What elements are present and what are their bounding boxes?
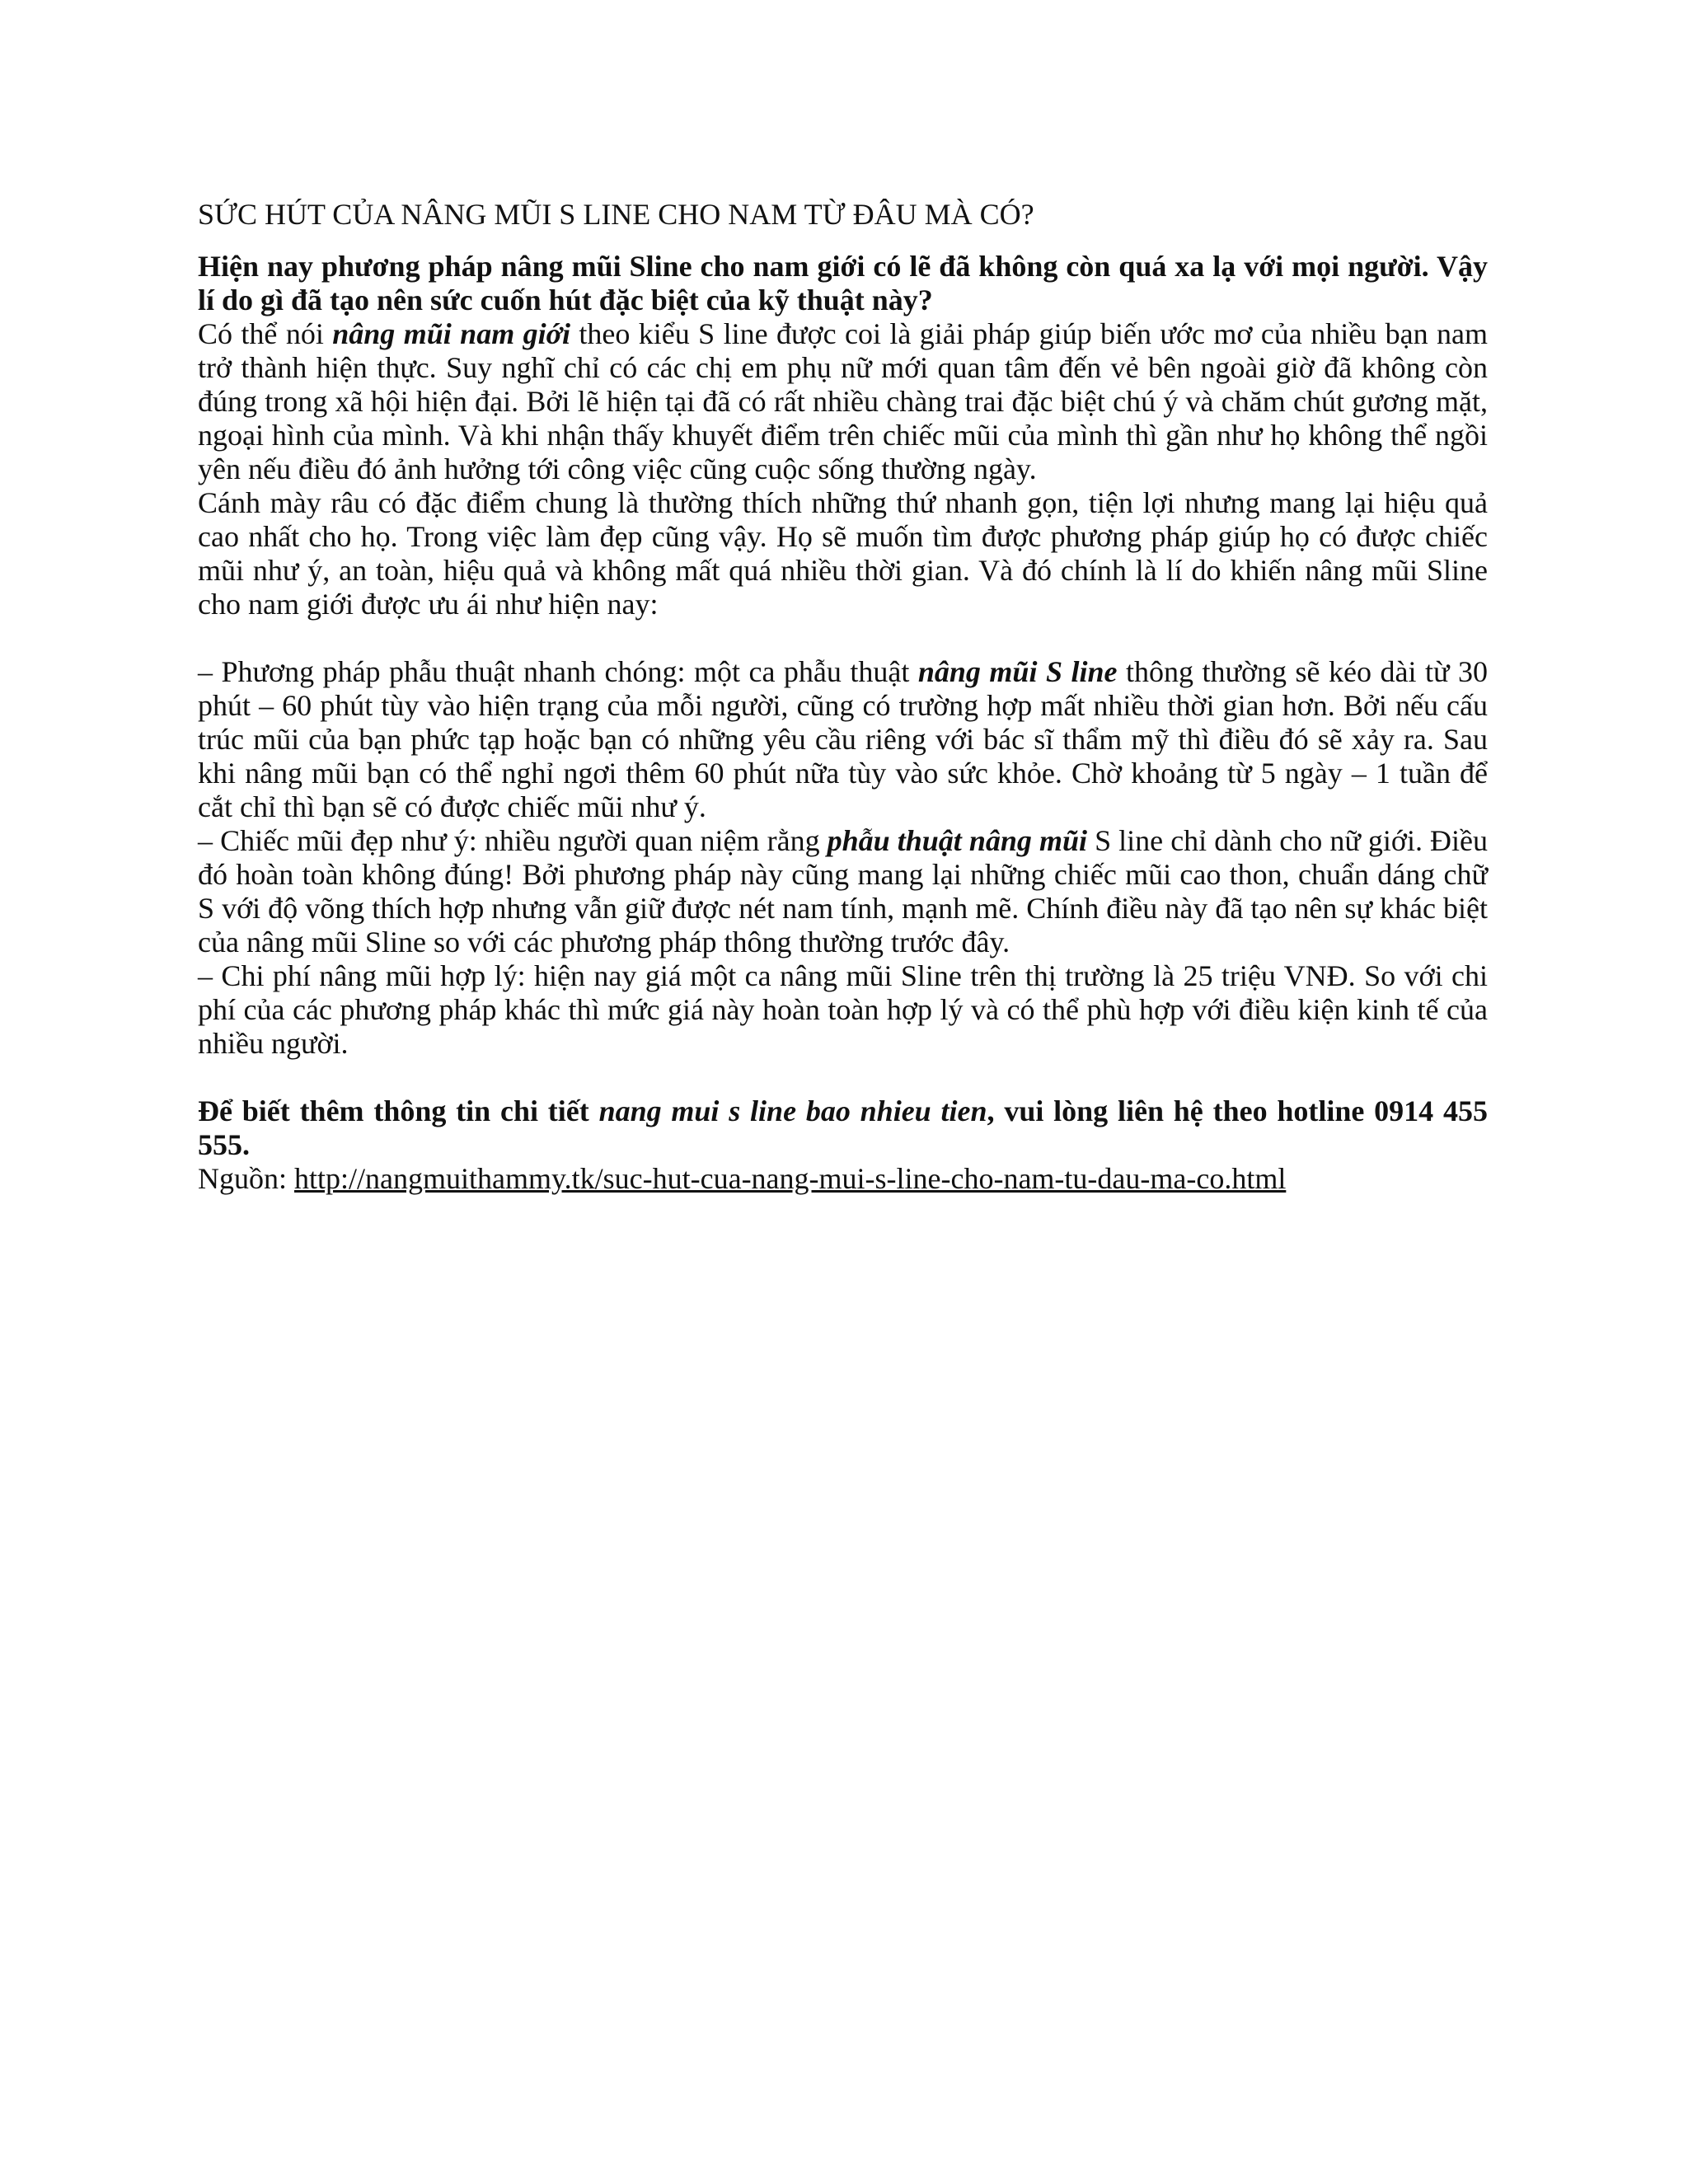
- bullet-reasonable-cost: – Chi phí nâng mũi hợp lý: hiện nay giá một ca nâng mũi Sline trên thị trường là 25 triệu VNĐ. So với chi phí của các phương pháp khác thì mức giá này hoàn toàn hợp lý và có thể phù hợp với điều kiện kinh tế của nhiều người.: [198, 959, 1488, 1060]
- paragraph-reasons: Cánh mày râu có đặc điểm chung là thường thích những thứ nhanh gọn, tiện lợi nhưng mang lại hiệu quả cao nhất cho họ. Trong việc làm đẹp cũng vậy. Họ sẽ muốn tìm được phương pháp giúp họ có được chiếc mũi như ý, an toàn, hiệu quả và không mất quá nhiều thời gian. Và đó chính là lí do khiến nâng mũi Sline cho nam giới được ưu ái như hiện nay:: [198, 486, 1488, 621]
- paragraph-intro-pre: Có thể nói: [198, 317, 333, 350]
- keyword-price-query: nang mui s line bao nhieu tien: [598, 1094, 987, 1127]
- paragraph-intro: [198, 317, 1488, 486]
- bullet-beautiful-nose: [198, 824, 1488, 959]
- bullet-beautiful-nose-post: S line chỉ dành cho nữ giới. Điều đó hoàn toàn không đúng! Bởi phương pháp này cũng mang lại những chiếc mũi cao thon, chuẩn dáng chữ S với độ võng thích hợp nhưng vẫn giữ được nét nam tính, mạnh mẽ. Chính điều này đã tạo nên sự khác biệt của nâng mũi Sline so với các phương pháp thông thường trước đây.: [198, 824, 1488, 958]
- keyword-phau-thuat-nang-mui: phẫu thuật nâng mũi: [827, 824, 1087, 857]
- source-line: [198, 1162, 1488, 1196]
- bullet-fast-surgery-pre: – Phương pháp phẫu thuật nhanh chóng: một ca phẫu thuật: [198, 655, 918, 688]
- hotline-callout: [198, 1094, 1488, 1162]
- spacer: [198, 1061, 1488, 1094]
- spacer: [198, 621, 1488, 655]
- document-body: [198, 198, 1488, 1196]
- hotline-callout-pre: Để biết thêm thông tin chi tiết: [198, 1094, 599, 1127]
- bullet-fast-surgery-post: thông thường sẽ kéo dài từ 30 phút – 60 phút tùy vào hiện trạng của mỗi người, cũng có trường hợp mất nhiều thời gian hơn. Bởi nếu cấu trúc mũi của bạn phức tạp hoặc bạn có những yêu cầu riêng với bác sĩ thẩm mỹ thì điều đó sẽ xảy ra. Sau khi nâng mũi bạn có thể nghỉ ngơi thêm 60 phút nữa tùy vào sức khỏe. Chờ khoảng từ 5 ngày – 1 tuần để cắt chỉ thì bạn sẽ có được chiếc mũi như ý.: [198, 655, 1488, 823]
- paragraph-intro-post: theo kiểu S line được coi là giải pháp giúp biến ước mơ của nhiều bạn nam trở thành hiện thực. Suy nghĩ chỉ có các chị em phụ nữ mới quan tâm đến vẻ bên ngoài giờ đã không còn đúng trong xã hội hiện đại. Bởi lẽ hiện tại đã có rất nhiều chàng trai đặc biệt chú ý và chăm chút gương mặt, ngoại hình của mình. Và khi nhận thấy khuyết điểm trên chiếc mũi của mình thì gần như họ không thể ngồi yên nếu điều đó ảnh hưởng tới công việc cũng cuộc sống thường ngày.: [198, 317, 1488, 485]
- bullet-beautiful-nose-pre: – Chiếc mũi đẹp như ý: nhiều người quan niệm rằng: [198, 824, 828, 857]
- keyword-nang-mui-nam-gioi: nâng mũi nam giới: [332, 317, 570, 350]
- article-title: SỨC HÚT CỦA NÂNG MŨI S LINE CHO NAM TỪ ĐÂU MÀ CÓ?: [198, 198, 1034, 231]
- source-label: Nguồn:: [198, 1162, 294, 1195]
- keyword-nang-mui-s-line: nâng mũi S line: [917, 655, 1118, 688]
- source-link[interactable]: http://nangmuithammy.tk/suc-hut-cua-nang-mui-s-line-cho-nam-tu-dau-ma-co.html: [294, 1162, 1287, 1195]
- hotline-callout-post: , vui lòng liên hệ theo hotline 0914 455 555.: [198, 1094, 1488, 1161]
- bullet-fast-surgery: [198, 655, 1488, 824]
- lead-paragraph: Hiện nay phương pháp nâng mũi Sline cho nam giới có lẽ đã không còn quá xa lạ với mọi người. Vậy lí do gì đã tạo nên sức cuốn hút đặc biệt của kỹ thuật này?: [198, 250, 1488, 316]
